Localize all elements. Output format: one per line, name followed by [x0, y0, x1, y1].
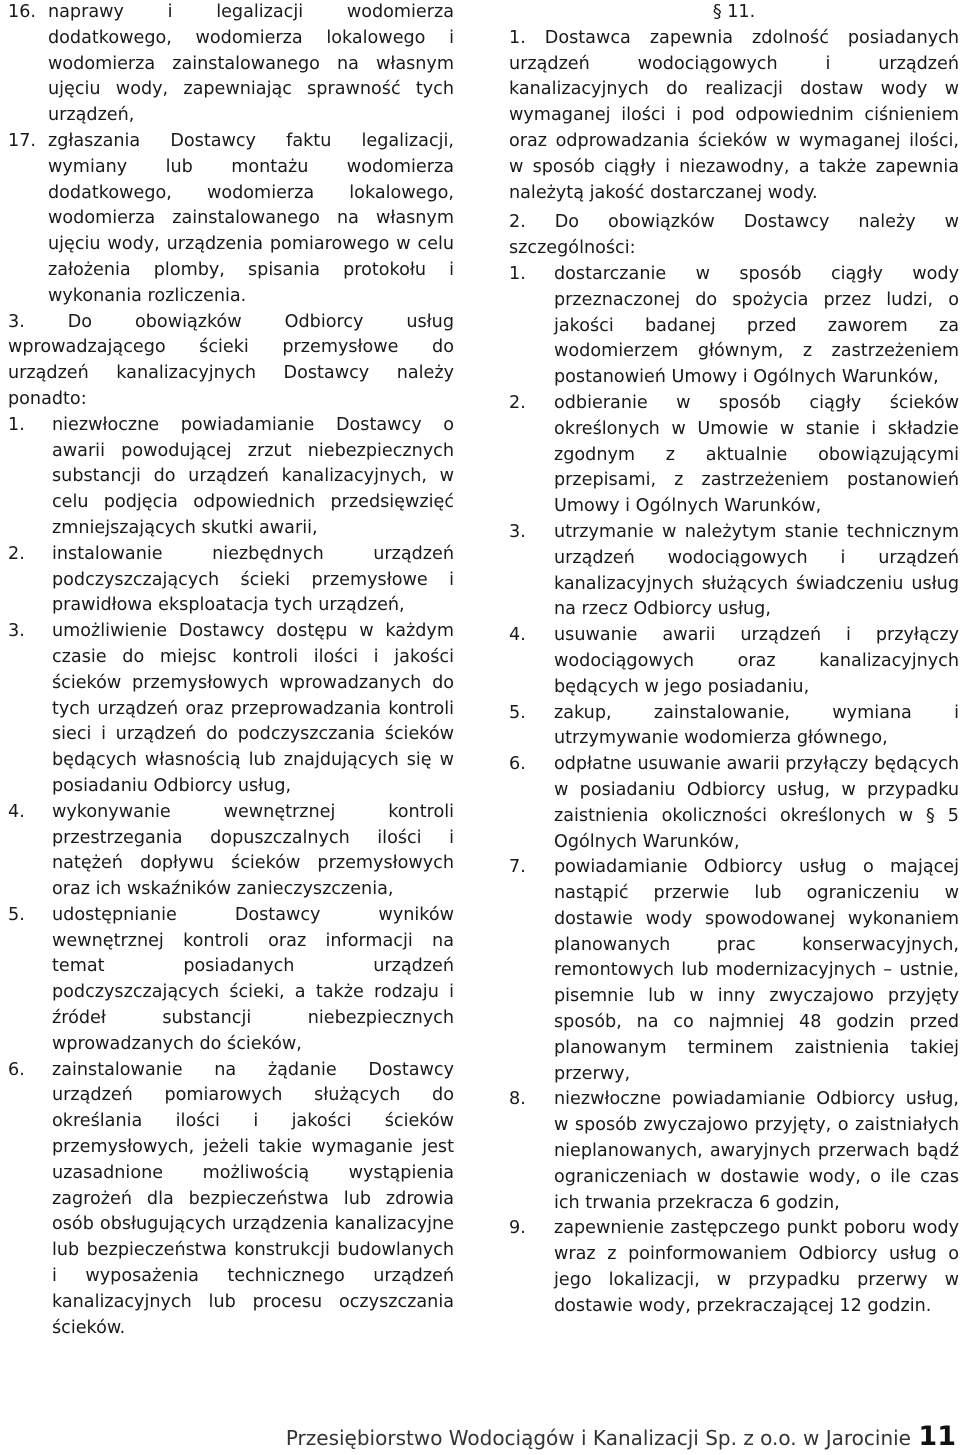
item-text: zgłaszania Dostawcy faktu legalizacji, wymiany lub montażu wodomierza dodatkowego, wodomierza lokalowego, wodomierza zainstalowanego na własnym ujęciu wody, urządzenia pomiarowego w celu założenia plomby, spisania protokołu i wykonania rozliczenia.	[48, 130, 454, 306]
item-number: 16.	[8, 2, 36, 22]
list-item	[509, 752, 959, 855]
list-item	[509, 1087, 959, 1216]
list-item	[8, 0, 454, 129]
list-item	[509, 520, 959, 623]
item-text: zainstalowanie na żądanie Dostawcy urządzeń pomiarowych służących do określania ilości i jakości ścieków przemysłowych, jeżeli takie wymaganie jest uzasadnione możliwością wystąpienia zagrożeń dla bezpieczeństwa lub zdrowia osób obsługujących urządzenia kanalizacyjne lub bezpieczeństwa konstrukcji budowlanych i wyposażenia technicznego urządzeń kanalizacyjnych lub procesu oczyszczania ścieków.	[52, 1059, 454, 1338]
item-number: 2.	[8, 543, 25, 564]
list-item	[509, 623, 959, 700]
item-number: 6.	[8, 1059, 25, 1080]
list-item	[8, 800, 454, 903]
item-number: 3.	[8, 621, 25, 642]
item-text: niezwłoczne powiadamianie Dostawcy o awarii powodującej zrzut niebezpiecznych substancji do urządzeń kanalizacyjnych, w celu podjęcia odpowiednich przedsięwzięć zmniejszających skutki awarii,	[52, 414, 454, 538]
item-number: 6.	[509, 754, 526, 775]
item-text: instalowanie niezbędnych urządzeń podczyszczających ścieki przemysłowe i prawidłowa eksploatacja tych urządzeń,	[52, 543, 454, 616]
item-text: usuwanie awarii urządzeń i przyłączy wodociągowych oraz kanalizacyjnych będących w jego posiadaniu,	[554, 625, 959, 697]
item-text: wykonywanie wewnętrznej kontroli przestrzegania dopuszczalnych ilości i natężeń dopływu ścieków przemysłowych oraz ich wskaźników zanieczyszczenia,	[52, 801, 454, 900]
item-text: dostarczanie w sposób ciągły wody przeznaczonej do spożycia przez ludzi, o jakości badanej przed zaworem za wodomierzem głównym, z zastrzeżeniem postanowień Umowy i Ogólnych Warunków,	[554, 263, 959, 388]
left-column	[8, 0, 454, 1341]
item-text: niezwłoczne powiadamianie Odbiorcy usług, w sposób zwyczajowo przyjęty, o zaistniałych nieplanowanych, awaryjnych przerwach bądź ograniczeniach w dostawie wody, o ile czas ich trwania przekracza 6 godzin,	[554, 1089, 959, 1213]
list-item	[509, 701, 959, 753]
paragraph-3: 3. Do obowiązków Odbiorcy usług wprowadzającego ścieki przemysłowe do urządzeń kanalizacyjnych Dostawcy należy ponadto:	[8, 311, 454, 409]
item-number: 1.	[8, 414, 25, 435]
list-item	[509, 1216, 959, 1319]
list-item	[8, 619, 454, 800]
item-text: odpłatne usuwanie awarii przyłączy będących w posiadaniu Odbiorcy usług, w przypadku zaistnienia okoliczności określonych w § 5 Ogólnych Warunków,	[554, 754, 959, 852]
paragraph-2: 2. Do obowiązków Dostawcy należy w szczególności:	[509, 212, 959, 259]
item-text: odbieranie w sposób ciągły ścieków określonych w Umowie w stanie i składzie zgodnym z aktualnie obowiązującymi przepisami, z zastrzeżeniem postanowień Umowy i Ogólnych Warunków,	[554, 392, 959, 517]
item-number: 4.	[8, 801, 25, 822]
publisher-name: Przesiębiorstwo Wodociągów i Kanalizacji Sp. z o.o. w Jarocinie	[285, 1426, 911, 1450]
item-number: 7.	[509, 857, 526, 878]
item-text: powiadamianie Odbiorcy usług o mającej nastąpić przerwie lub ograniczeniu w dostawie wody spowodowanej wykonaniem planowanych prac konserwacyjnych, remontowych lub modernizacyjnych – ustnie, pisemnie lub w inny zwyczajowo przyjęty sposób, na co najmniej 48 godzin przed planowanym terminem zaistnienia takiej przerwy,	[554, 857, 959, 1084]
item-number: 5.	[8, 904, 25, 925]
list-item	[8, 542, 454, 619]
section-heading: § 11.	[712, 2, 756, 22]
right-column	[509, 0, 959, 1320]
item-text: naprawy i legalizacji wodomierza dodatkowego, wodomierza lokalowego i wodomierza zainstalowanego na własnym ujęciu wody, zapewniając sprawność tych urządzeń,	[48, 2, 454, 126]
list-item	[8, 129, 454, 310]
item-number: 8.	[509, 1089, 526, 1110]
item-number: 9.	[509, 1218, 526, 1239]
paragraph-1: 1. Dostawca zapewnia zdolność posiadanych urządzeń wodociągowych i urządzeń kanalizacyjnych do realizacji dostaw wody w wymaganej ilości i pod odpowiednim ciśnieniem oraz odprowadzania ścieków w wymaganej ilości, w sposób ciągły i niezawodny, a także zapewnia należytą jakość dostarczanej wody.	[509, 27, 959, 203]
list-item	[509, 391, 959, 520]
item-number: 3.	[509, 521, 526, 542]
list-item	[8, 413, 454, 542]
list-item	[8, 903, 454, 1058]
item-text: zakup, zainstalowanie, wymiana i utrzymywanie wodomierza głównego,	[554, 702, 959, 749]
item-text: umożliwienie Dostawcy dostępu w każdym czasie do miejsc kontroli ilości i jakości ścieków przemysłowych wprowadzanych do tych urządzeń oraz przeprowadzania kontroli sieci i urządzeń do podczyszczania ścieków będących własnością lub znajdujących się w posiadaniu Odbiorcy usług,	[52, 621, 454, 796]
item-number: 5.	[509, 702, 526, 723]
item-number: 1.	[509, 263, 526, 284]
item-number: 2.	[509, 392, 526, 413]
item-text: zapewnienie zastępczego punkt poboru wody wraz z poinformowaniem Odbiorcy usług o jego lokalizacji, w przypadku przerwy w dostawie wody, przekraczającej 12 godzin.	[554, 1218, 959, 1316]
list-item	[8, 1058, 454, 1342]
list-item	[509, 262, 959, 391]
item-text: udostępnianie Dostawcy wyników wewnętrznej kontroli oraz informacji na temat posiadanych urządzeń podczyszczających ścieki, a także rodzaju i źródeł substancji niebezpiecznych wprowadzanych do ścieków,	[52, 904, 454, 1054]
list-item	[509, 855, 959, 1087]
item-number: 17.	[8, 130, 36, 151]
page-footer	[0, 1421, 960, 1454]
item-text: utrzymanie w należytym stanie technicznym urządzeń wodociągowych i urządzeń kanalizacyjnych służących świadczeniu usług na rzecz Odbiorcy usług,	[554, 521, 959, 620]
item-number: 4.	[509, 625, 526, 646]
page-number: 11	[918, 1421, 956, 1452]
